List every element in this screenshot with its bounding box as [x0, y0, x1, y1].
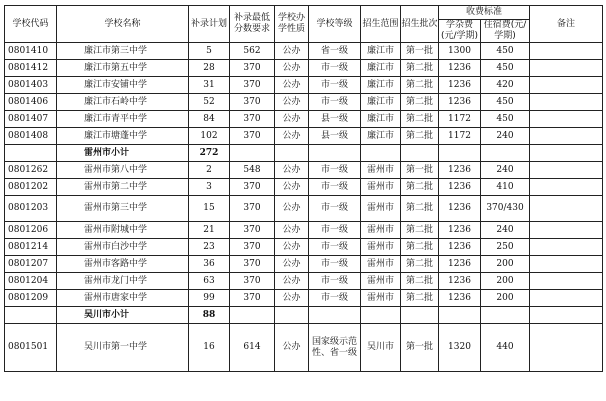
range-cell: 雷州市 [361, 256, 401, 273]
range-cell: 雷州市 [361, 273, 401, 290]
remark-cell [530, 77, 603, 94]
header-nature: 学校办学性质 [275, 6, 309, 43]
school-name-cell: 廉江市石岭中学 [57, 94, 189, 111]
school-name-cell: 廉江市青平中学 [57, 111, 189, 128]
table-row [5, 77, 603, 94]
remark-cell [530, 324, 603, 372]
plan-cell: 21 [189, 222, 230, 239]
school-code-cell: 0801408 [5, 128, 57, 145]
min-score-cell: 370 [230, 222, 275, 239]
remark-cell [530, 256, 603, 273]
table-row [5, 196, 603, 222]
nature-cell: 公办 [275, 111, 309, 128]
batch-cell: 第一批 [401, 162, 439, 179]
header-batch: 招生批次 [401, 6, 439, 43]
header-tuition: 学杂费(元/学期) [439, 20, 481, 43]
plan-cell: 23 [189, 239, 230, 256]
table-row [5, 179, 603, 196]
min-score-cell: 370 [230, 77, 275, 94]
table-row [5, 222, 603, 239]
school-name-cell: 廉江市第五中学 [57, 60, 189, 77]
range-cell: 雷州市 [361, 196, 401, 222]
header-min-score: 补录最低分数要求 [230, 6, 275, 43]
school-name-cell: 雷州市龙门中学 [57, 273, 189, 290]
nature-cell: 公办 [275, 324, 309, 372]
range-cell: 廉江市 [361, 43, 401, 60]
range-cell: 廉江市 [361, 111, 401, 128]
lodging-cell: 450 [481, 60, 530, 77]
nature-cell: 公办 [275, 290, 309, 307]
lodging-cell: 410 [481, 179, 530, 196]
header-range: 招生范围 [361, 6, 401, 43]
nature-cell: 公办 [275, 162, 309, 179]
school-code-cell: 0801203 [5, 196, 57, 222]
nature-cell: 公办 [275, 179, 309, 196]
range-cell [361, 307, 401, 324]
level-cell: 省一级 [309, 43, 361, 60]
batch-cell: 第二批 [401, 290, 439, 307]
plan-cell: 272 [189, 145, 230, 162]
subtotal-row [5, 145, 603, 162]
lodging-cell: 440 [481, 324, 530, 372]
level-cell: 市一级 [309, 196, 361, 222]
header-name: 学校名称 [57, 6, 189, 43]
nature-cell: 公办 [275, 60, 309, 77]
min-score-cell: 370 [230, 94, 275, 111]
school-name-cell: 雷州市唐家中学 [57, 290, 189, 307]
nature-cell: 公办 [275, 273, 309, 290]
header-level: 学校等级 [309, 6, 361, 43]
school-name-cell: 雷州市客路中学 [57, 256, 189, 273]
table-row [5, 239, 603, 256]
range-cell: 廉江市 [361, 77, 401, 94]
tuition-cell: 1236 [439, 290, 481, 307]
school-code-cell: 0801410 [5, 43, 57, 60]
plan-cell: 31 [189, 77, 230, 94]
lodging-cell: 240 [481, 162, 530, 179]
table-row [5, 290, 603, 307]
plan-cell: 28 [189, 60, 230, 77]
school-code-cell: 0801407 [5, 111, 57, 128]
level-cell: 市一级 [309, 256, 361, 273]
lodging-cell: 200 [481, 256, 530, 273]
tuition-cell: 1236 [439, 222, 481, 239]
lodging-cell [481, 307, 530, 324]
min-score-cell: 370 [230, 128, 275, 145]
level-cell: 市一级 [309, 273, 361, 290]
min-score-cell: 370 [230, 273, 275, 290]
table-row [5, 128, 603, 145]
remark-cell [530, 111, 603, 128]
range-cell: 廉江市 [361, 94, 401, 111]
min-score-cell: 370 [230, 111, 275, 128]
batch-cell: 第一批 [401, 324, 439, 372]
plan-cell: 99 [189, 290, 230, 307]
header-fees: 收费标准 [439, 6, 530, 20]
batch-cell: 第二批 [401, 179, 439, 196]
plan-cell: 88 [189, 307, 230, 324]
range-cell [361, 145, 401, 162]
nature-cell [275, 307, 309, 324]
school-code-cell: 0801262 [5, 162, 57, 179]
min-score-cell: 614 [230, 324, 275, 372]
tuition-cell: 1236 [439, 77, 481, 94]
school-code-cell: 0801209 [5, 290, 57, 307]
nature-cell: 公办 [275, 222, 309, 239]
tuition-cell: 1172 [439, 128, 481, 145]
tuition-cell: 1236 [439, 94, 481, 111]
range-cell: 廉江市 [361, 60, 401, 77]
lodging-cell: 420 [481, 77, 530, 94]
range-cell: 雷州市 [361, 222, 401, 239]
tuition-cell: 1236 [439, 179, 481, 196]
plan-cell: 84 [189, 111, 230, 128]
min-score-cell: 370 [230, 179, 275, 196]
level-cell [309, 145, 361, 162]
nature-cell: 公办 [275, 256, 309, 273]
subtotal-row [5, 307, 603, 324]
min-score-cell: 562 [230, 43, 275, 60]
school-name-cell: 雷州市白沙中学 [57, 239, 189, 256]
lodging-cell: 240 [481, 222, 530, 239]
batch-cell: 第二批 [401, 94, 439, 111]
school-name-cell: 廉江市安铺中学 [57, 77, 189, 94]
batch-cell: 第二批 [401, 128, 439, 145]
nature-cell: 公办 [275, 77, 309, 94]
range-cell: 雷州市 [361, 179, 401, 196]
school-code-cell: 0801204 [5, 273, 57, 290]
nature-cell: 公办 [275, 239, 309, 256]
level-cell: 市一级 [309, 162, 361, 179]
level-cell: 市一级 [309, 94, 361, 111]
min-score-cell: 370 [230, 60, 275, 77]
header-lodging: 住宿费(元/学期) [481, 20, 530, 43]
tuition-cell [439, 307, 481, 324]
table-row [5, 43, 603, 60]
school-name-cell: 吴川市第一中学 [57, 324, 189, 372]
min-score-cell [230, 307, 275, 324]
remark-cell [530, 43, 603, 60]
batch-cell: 第二批 [401, 77, 439, 94]
school-name-cell: 雷州市小计 [57, 145, 189, 162]
school-name-cell: 雷州市第三中学 [57, 196, 189, 222]
plan-cell: 102 [189, 128, 230, 145]
lodging-cell: 200 [481, 273, 530, 290]
tuition-cell: 1236 [439, 239, 481, 256]
level-cell: 市一级 [309, 239, 361, 256]
school-name-cell: 廉江市第三中学 [57, 43, 189, 60]
batch-cell: 第二批 [401, 239, 439, 256]
min-score-cell: 548 [230, 162, 275, 179]
header-plan: 补录计划 [189, 6, 230, 43]
school-code-cell: 0801403 [5, 77, 57, 94]
table-row [5, 273, 603, 290]
plan-cell: 2 [189, 162, 230, 179]
batch-cell: 第二批 [401, 196, 439, 222]
tuition-cell: 1236 [439, 162, 481, 179]
level-cell: 市一级 [309, 179, 361, 196]
lodging-cell: 450 [481, 94, 530, 111]
table-row [5, 94, 603, 111]
min-score-cell [230, 145, 275, 162]
school-code-cell: 0801214 [5, 239, 57, 256]
table-row [5, 111, 603, 128]
tuition-cell: 1172 [439, 111, 481, 128]
table-body [5, 43, 603, 372]
plan-cell: 63 [189, 273, 230, 290]
level-cell [309, 307, 361, 324]
batch-cell: 第二批 [401, 222, 439, 239]
school-code-cell: 0801207 [5, 256, 57, 273]
school-name-cell: 雷州市第八中学 [57, 162, 189, 179]
nature-cell: 公办 [275, 43, 309, 60]
remark-cell [530, 179, 603, 196]
batch-cell: 第二批 [401, 111, 439, 128]
tuition-cell: 1300 [439, 43, 481, 60]
nature-cell: 公办 [275, 196, 309, 222]
remark-cell [530, 273, 603, 290]
school-code-cell: 0801406 [5, 94, 57, 111]
range-cell: 雷州市 [361, 162, 401, 179]
remark-cell [530, 128, 603, 145]
tuition-cell: 1236 [439, 196, 481, 222]
school-name-cell: 雷州市第二中学 [57, 179, 189, 196]
range-cell: 吴川市 [361, 324, 401, 372]
lodging-cell: 240 [481, 128, 530, 145]
school-name-cell: 廉江市塘蓬中学 [57, 128, 189, 145]
nature-cell: 公办 [275, 128, 309, 145]
min-score-cell: 370 [230, 256, 275, 273]
school-code-cell: 0801501 [5, 324, 57, 372]
level-cell: 县一级 [309, 111, 361, 128]
remark-cell [530, 162, 603, 179]
tuition-cell: 1236 [439, 256, 481, 273]
school-code-cell [5, 145, 57, 162]
tuition-cell: 1320 [439, 324, 481, 372]
level-cell: 市一级 [309, 222, 361, 239]
level-cell: 市一级 [309, 60, 361, 77]
batch-cell [401, 145, 439, 162]
plan-cell: 5 [189, 43, 230, 60]
plan-cell: 36 [189, 256, 230, 273]
plan-cell: 52 [189, 94, 230, 111]
school-code-cell [5, 307, 57, 324]
batch-cell: 第二批 [401, 256, 439, 273]
remark-cell [530, 196, 603, 222]
nature-cell [275, 145, 309, 162]
header-code: 学校代码 [5, 6, 57, 43]
min-score-cell: 370 [230, 290, 275, 307]
tuition-cell [439, 145, 481, 162]
level-cell: 市一级 [309, 290, 361, 307]
remark-cell [530, 307, 603, 324]
lodging-cell: 250 [481, 239, 530, 256]
remark-cell [530, 290, 603, 307]
table-row [5, 324, 603, 372]
level-cell: 县一级 [309, 128, 361, 145]
nature-cell: 公办 [275, 94, 309, 111]
table-row [5, 256, 603, 273]
lodging-cell: 450 [481, 43, 530, 60]
table-row [5, 162, 603, 179]
range-cell: 廉江市 [361, 128, 401, 145]
tuition-cell: 1236 [439, 60, 481, 77]
remark-cell [530, 60, 603, 77]
batch-cell [401, 307, 439, 324]
plan-cell: 16 [189, 324, 230, 372]
school-code-cell: 0801206 [5, 222, 57, 239]
remark-cell [530, 94, 603, 111]
remark-cell [530, 239, 603, 256]
min-score-cell: 370 [230, 239, 275, 256]
lodging-cell: 370/430 [481, 196, 530, 222]
range-cell: 雷州市 [361, 239, 401, 256]
remark-cell [530, 145, 603, 162]
lodging-cell: 200 [481, 290, 530, 307]
plan-cell: 15 [189, 196, 230, 222]
plan-cell: 3 [189, 179, 230, 196]
school-code-cell: 0801412 [5, 60, 57, 77]
range-cell: 雷州市 [361, 290, 401, 307]
level-cell: 市一级 [309, 77, 361, 94]
lodging-cell [481, 145, 530, 162]
level-cell: 国家级示范性、省一级 [309, 324, 361, 372]
header-remark: 备注 [530, 6, 603, 43]
batch-cell: 第一批 [401, 43, 439, 60]
admission-table [4, 5, 603, 372]
table-row [5, 60, 603, 77]
school-code-cell: 0801202 [5, 179, 57, 196]
batch-cell: 第二批 [401, 273, 439, 290]
tuition-cell: 1236 [439, 273, 481, 290]
school-name-cell: 吴川市小计 [57, 307, 189, 324]
batch-cell: 第二批 [401, 60, 439, 77]
lodging-cell: 450 [481, 111, 530, 128]
remark-cell [530, 222, 603, 239]
min-score-cell: 370 [230, 196, 275, 222]
school-name-cell: 雷州市附城中学 [57, 222, 189, 239]
